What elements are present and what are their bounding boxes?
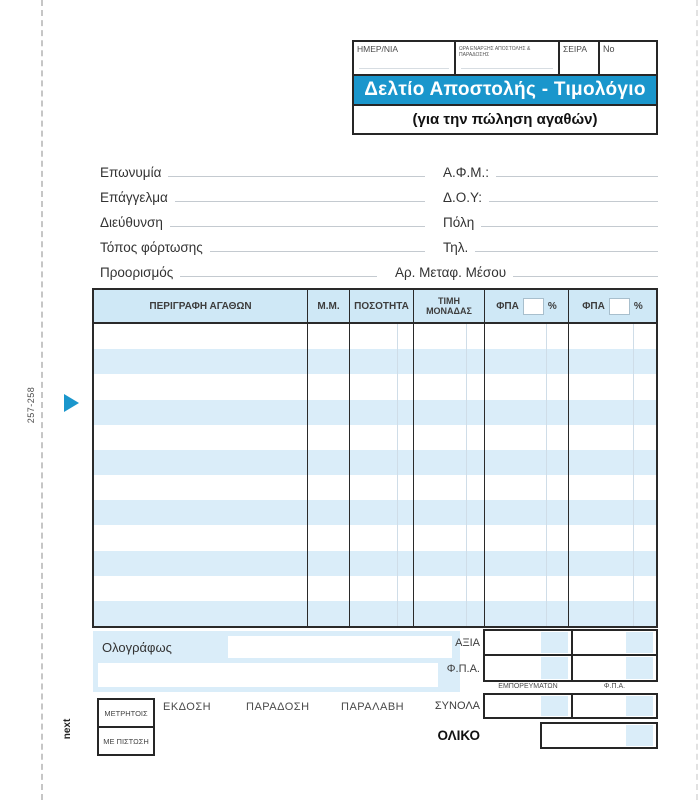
table-cell: [307, 601, 349, 626]
table-cell: [484, 349, 568, 374]
in-words-box-2: [98, 663, 438, 687]
vehicle-number-line: [513, 266, 658, 277]
column-vat-2: [568, 290, 656, 322]
brand-logo: next: [61, 718, 73, 740]
field-row: [100, 182, 658, 207]
table-cell: [484, 601, 568, 626]
table-cell: [413, 374, 484, 399]
column-unit: Μ.Μ.: [307, 290, 349, 322]
date-label: ΗΜΕΡ/ΝΙΑ: [357, 44, 399, 54]
vat-number-label: Α.Φ.Μ.:: [443, 165, 490, 180]
tax-office-line: [489, 191, 658, 202]
table-row: [94, 525, 656, 550]
table-cell: [413, 400, 484, 425]
company-line: [168, 166, 425, 177]
column-unit-price: ΤΙΜΗ ΜΟΝΑΔΑΣ: [413, 290, 484, 322]
vehicle-number-label: Αρ. Μεταφ. Μέσου: [395, 265, 507, 280]
table-cell: [413, 349, 484, 374]
form-subtitle: (για την πώληση αγαθών): [354, 104, 656, 133]
goods-table-header: [94, 290, 656, 324]
table-cell: [413, 525, 484, 550]
table-row: [94, 374, 656, 399]
destination-label: Προορισμός: [100, 265, 174, 280]
totals-vat-box: [571, 693, 658, 719]
vat1-rate-box: [523, 298, 544, 315]
table-cell: [94, 450, 307, 475]
table-cell: [307, 425, 349, 450]
table-cell: [94, 525, 307, 550]
grand-total-label: ΟΛΙΚΟ: [437, 728, 480, 743]
vat1-percent-sign: %: [547, 300, 557, 312]
table-cell: [307, 450, 349, 475]
table-cell: [94, 349, 307, 374]
address-label: Διεύθυνση: [100, 215, 163, 230]
profession-line: [175, 191, 425, 202]
table-cell: [568, 475, 656, 500]
vat1-label: ΦΠΑ: [496, 300, 519, 312]
number-field: [598, 42, 656, 74]
table-row: [94, 425, 656, 450]
value-vat-box: [571, 629, 658, 656]
table-cell: [349, 324, 413, 349]
table-row: [94, 601, 656, 626]
table-cell: [94, 601, 307, 626]
table-cell: [349, 400, 413, 425]
table-cell: [484, 425, 568, 450]
vat2-percent-sign: %: [633, 300, 643, 312]
goods-column-sublabel: ΕΜΠΟΡΕΥΜΑΤΩΝ: [498, 683, 558, 690]
city-label: Πόλη: [443, 215, 475, 230]
perforation-line-right: [696, 0, 698, 800]
dispatch-time-label: ΩΡΑ ΕΝΑΡΞΗΣ ΑΠΟΣΤΟΛΗΣ & ΠΑΡΑΔΟΣΗΣ: [459, 46, 531, 58]
table-cell: [413, 425, 484, 450]
table-cell: [94, 374, 307, 399]
field-row: [100, 207, 658, 232]
table-cell: [413, 450, 484, 475]
value-row-label: ΑΞΙΑ: [455, 637, 480, 649]
date-field: [354, 42, 454, 74]
table-cell: [568, 450, 656, 475]
grand-total-box: [540, 722, 658, 749]
table-cell: [94, 576, 307, 601]
payment-cash-cell: ΜΕΤΡΗΤΟΙΣ: [104, 708, 148, 718]
totals-row-label: ΣΥΝΟΛΑ: [434, 700, 480, 712]
form-code: 257-258: [26, 386, 36, 424]
table-cell: [307, 500, 349, 525]
tax-office-label: Δ.Ο.Υ:: [443, 190, 483, 205]
table-cell: [307, 349, 349, 374]
table-cell: [94, 475, 307, 500]
cents-strip: [541, 696, 568, 716]
table-row: [94, 475, 656, 500]
table-row: [94, 324, 656, 349]
table-cell: [568, 500, 656, 525]
vat-vat-box: [571, 654, 658, 682]
table-cell: [568, 400, 656, 425]
phone-line: [475, 241, 658, 252]
signature-issue-label: ΕΚΔΟΣΗ: [163, 701, 212, 713]
table-cell: [307, 400, 349, 425]
column-vat-1: [484, 290, 568, 322]
table-cell: [568, 601, 656, 626]
table-cell: [307, 475, 349, 500]
fill-in-fields: [100, 157, 658, 282]
table-cell: [349, 601, 413, 626]
table-cell: [94, 400, 307, 425]
vat2-rate-box: [609, 298, 630, 315]
table-cell: [349, 576, 413, 601]
series-label: ΣΕΙΡΑ: [563, 44, 587, 54]
number-label: No: [603, 44, 615, 54]
table-cell: [484, 450, 568, 475]
table-cell: [349, 525, 413, 550]
table-cell: [307, 324, 349, 349]
arrow-right-icon: [64, 394, 79, 412]
dispatch-time-field: [454, 42, 558, 74]
table-cell: [94, 500, 307, 525]
cents-strip: [626, 725, 653, 746]
table-cell: [413, 576, 484, 601]
table-cell: [568, 349, 656, 374]
table-row: [94, 551, 656, 576]
table-cell: [568, 551, 656, 576]
table-cell: [349, 450, 413, 475]
profession-label: Επάγγελμα: [100, 190, 168, 205]
table-row: [94, 576, 656, 601]
table-cell: [568, 425, 656, 450]
series-field: [558, 42, 598, 74]
payment-method-box: [97, 698, 155, 756]
address-line: [170, 216, 425, 227]
goods-table: [92, 288, 658, 628]
table-cell: [484, 475, 568, 500]
table-cell: [413, 601, 484, 626]
table-cell: [307, 576, 349, 601]
table-cell: [484, 525, 568, 550]
company-label: Επωνυμία: [100, 165, 162, 180]
table-cell: [413, 324, 484, 349]
vat2-label: ΦΠΑ: [582, 300, 605, 312]
table-cell: [568, 576, 656, 601]
table-cell: [413, 500, 484, 525]
table-cell: [349, 425, 413, 450]
table-cell: [94, 425, 307, 450]
field-row: [100, 157, 658, 182]
in-words-label: Ολογράφως: [102, 640, 172, 655]
column-description: ΠΕΡΙΓΡΑΦΗ ΑΓΑΘΩΝ: [149, 300, 252, 312]
table-cell: [484, 400, 568, 425]
table-cell: [484, 551, 568, 576]
totals-goods-box: [483, 693, 573, 719]
city-line: [481, 216, 658, 227]
value-goods-box: [483, 629, 573, 656]
form-title: Δελτίο Αποστολής - Τιμολόγιο: [354, 76, 656, 104]
table-cell: [349, 500, 413, 525]
loading-place-line: [210, 241, 425, 252]
vat-goods-box: [483, 654, 573, 682]
vat-column-sublabel: Φ.Π.Α.: [603, 683, 626, 690]
vat-number-line: [496, 166, 658, 177]
table-row: [94, 349, 656, 374]
table-cell: [484, 576, 568, 601]
table-cell: [349, 374, 413, 399]
table-cell: [484, 374, 568, 399]
table-row: [94, 400, 656, 425]
loading-place-label: Τόπος φόρτωσης: [100, 240, 203, 255]
table-row: [94, 450, 656, 475]
cents-strip: [626, 657, 653, 679]
table-cell: [307, 525, 349, 550]
table-cell: [484, 500, 568, 525]
cents-strip: [626, 696, 653, 716]
table-cell: [94, 324, 307, 349]
cents-strip: [541, 632, 568, 653]
signature-delivery-label: ΠΑΡΑΔΟΣΗ: [246, 701, 310, 713]
table-cell: [349, 551, 413, 576]
header-fields-row: [354, 42, 656, 76]
table-body: [94, 324, 656, 626]
header-block: [352, 40, 658, 135]
cents-strip: [626, 632, 653, 653]
table-cell: [307, 374, 349, 399]
table-cell: [307, 551, 349, 576]
table-cell: [568, 324, 656, 349]
payment-credit-cell: ΜΕ ΠΙΣΤΩΣΗ: [99, 726, 153, 754]
phone-label: Τηλ.: [443, 240, 469, 255]
table-row: [94, 500, 656, 525]
field-row: [100, 232, 658, 257]
table-cell: [349, 475, 413, 500]
table-cell: [349, 349, 413, 374]
table-cell: [568, 374, 656, 399]
cents-strip: [541, 657, 568, 679]
field-row: [100, 257, 658, 282]
table-cell: [413, 475, 484, 500]
table-cell: [94, 551, 307, 576]
destination-line: [180, 266, 377, 277]
column-quantity: ΠΟΣΟΤΗΤΑ: [349, 290, 413, 322]
table-cell: [568, 525, 656, 550]
table-cell: [413, 551, 484, 576]
vat-row-label: Φ.Π.Α.: [446, 663, 480, 675]
table-cell: [484, 324, 568, 349]
signature-receipt-label: ΠΑΡΑΛΑΒΗ: [341, 701, 405, 713]
